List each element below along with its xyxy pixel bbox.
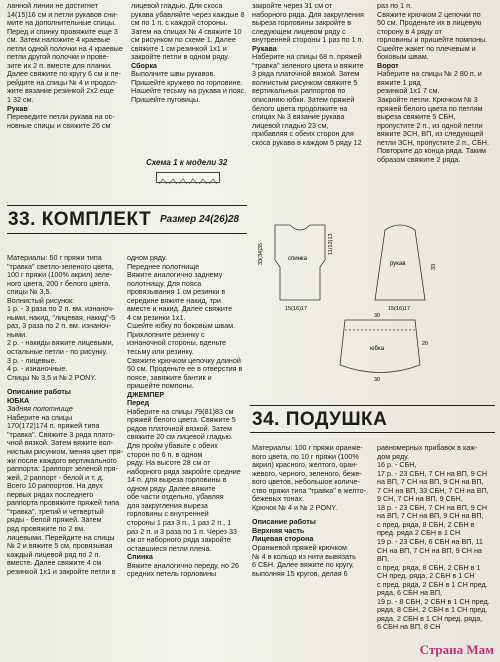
top-col-1-lines bbox=[7, 2, 127, 105]
text-line: Материалы: 50 г пряжи типа bbox=[7, 253, 102, 262]
text-line: СН пред. ряда, 2 СБН в 1 СН bbox=[377, 571, 475, 581]
text-line: полотнищу. Для пояса bbox=[127, 278, 202, 288]
text-line: пред. ряда 2 СБН в 1 СН bbox=[377, 528, 461, 538]
text-line: петли одной полочки на 4 краевые bbox=[7, 43, 123, 53]
text-line: ланной линии не достигнет bbox=[7, 1, 99, 10]
text-line: ряда, 6 СБН на ВП, bbox=[377, 588, 443, 598]
sleeve-width-label: 15(16)17 bbox=[388, 306, 411, 312]
text-line: Всего 10 раппортов. На двух bbox=[7, 481, 103, 491]
text-line: 50 см. Проденьте их в лицевую bbox=[377, 18, 482, 28]
s34-work-heading: Описание работы bbox=[252, 517, 316, 527]
text-line: 2 р. - накиды вяжите лицевыми, bbox=[7, 338, 114, 348]
text-line: Далее свяжите по кругу 6 см и пе- bbox=[7, 69, 121, 79]
text-line: 7 СН на ВП, 33 СБН, 7 СН на ВП, bbox=[377, 485, 489, 495]
text-line: закройте через 31 см от bbox=[252, 1, 333, 10]
text-line: закройте петли в одном ряду. bbox=[131, 52, 230, 62]
top-col-3-lines bbox=[252, 2, 372, 45]
text-line: Пришейте пуговицы. bbox=[131, 95, 201, 105]
text-line: оставшиеся петли плеча. bbox=[127, 543, 212, 553]
text-line: боковым швам. bbox=[377, 52, 429, 62]
s34-col-1 bbox=[252, 444, 372, 578]
s33-col-2-after bbox=[127, 408, 245, 553]
s34-top-part-heading: Верхняя часть bbox=[252, 525, 305, 535]
text-line: средних петель горловины bbox=[127, 569, 217, 579]
section-33-top-rule bbox=[7, 205, 247, 206]
text-line: Вяжите аналогично переду, но 26 bbox=[127, 560, 239, 570]
text-line: Повторите до конца ряда. Таким bbox=[377, 146, 486, 156]
s33-work-heading: Описание работы bbox=[7, 387, 71, 397]
text-line: ного цвета, 200 г белого цвета, bbox=[7, 278, 111, 288]
text-line: 16 р. - СБН, bbox=[377, 460, 417, 470]
text-line: Материалы: 100 г пряжи оранже- bbox=[252, 443, 363, 452]
text-line: "травка" зеленого цвета и вяжите bbox=[252, 60, 364, 70]
text-line: провязывания 1 см резинки в bbox=[127, 287, 226, 297]
text-line: ряда, 2 СБН в 1 СН пред. ряда, bbox=[377, 613, 483, 623]
text-line: равномерных прибавок в каж- bbox=[377, 443, 478, 452]
skirt-height-label: 20 bbox=[422, 341, 429, 347]
section-33-bottom-rule bbox=[7, 233, 247, 234]
text-line: 4 р. - изнаночные. bbox=[7, 364, 68, 374]
top-col-4 bbox=[377, 2, 495, 164]
s34-front-side-heading: Лицевая сторона bbox=[252, 534, 314, 544]
s33-col-2-after-2 bbox=[127, 562, 245, 579]
text-line: Наберите на спицы 79(81)83 см bbox=[127, 406, 234, 416]
text-line: поясе, завяжите бантик и bbox=[127, 372, 212, 382]
text-line: 4 см резинки 1х1. bbox=[127, 312, 186, 322]
watermark-logo bbox=[420, 642, 494, 658]
text-line: 3 р. - лицевые. bbox=[7, 355, 57, 365]
text-line: свяжите 20 см лицевой гладью. bbox=[127, 432, 233, 442]
text-line: Наберите на спицы bbox=[7, 412, 73, 422]
text-line: вяжите ЗСН, ВП, из следующей bbox=[377, 129, 484, 139]
text-line: мите на дополнительные спицы. bbox=[7, 18, 117, 28]
text-line: резинкой 1х1 и закройте петли в bbox=[7, 566, 116, 576]
sleeve-label: рукав bbox=[390, 261, 406, 267]
text-line: скоса рукава в каждом 5 ряду 12 bbox=[252, 137, 362, 147]
text-line: см от наборного ряда закройте bbox=[127, 535, 231, 545]
text-line: пряжей белого цвета. Свяжите 5 bbox=[127, 415, 236, 425]
text-line: жей, 2 раппорт - белой и т. д. bbox=[7, 472, 104, 482]
text-line: см по 1 п. с каждой стороны. bbox=[131, 18, 228, 28]
text-line: 1 р. - 3 раза по 2 п. вм. изнаноч- bbox=[7, 304, 115, 314]
s34-col-2-lines bbox=[377, 444, 495, 632]
text-line: Нашейте тесьму на рукава и пояс. bbox=[131, 86, 247, 96]
text-line: см рисунком по схеме 1. Далее bbox=[131, 35, 236, 45]
s33-col-2 bbox=[127, 254, 245, 579]
text-line: Пришейте кружево по горловине. bbox=[131, 77, 243, 87]
top-col-4-lines bbox=[377, 2, 495, 62]
skirt-label: юбка bbox=[370, 346, 385, 352]
text-line: спицах № 3 вязание рукава bbox=[252, 112, 345, 122]
section-34-title: 34. ПОДУШКА bbox=[252, 409, 388, 430]
text-line: лицевой гладью 23 см, bbox=[252, 120, 329, 130]
text-line: сторону в 4 ряду от bbox=[377, 26, 442, 36]
text-line: 170(172)174 п. пряжей типа bbox=[7, 421, 100, 431]
text-line: выреза свяжите 5 СБН, bbox=[377, 112, 456, 122]
s33-back-panel-heading: Задняя полотнище bbox=[7, 404, 73, 414]
text-line: 100 г пряжи (100% акрил) зеле- bbox=[7, 270, 113, 280]
text-line: выреза горловины закройте в bbox=[252, 18, 352, 28]
s34-col-2 bbox=[377, 444, 495, 632]
text-line: ство пряжи типа "травка" в желто- bbox=[252, 485, 367, 495]
text-line: 3 ряда платочной вязкой. Затем bbox=[252, 69, 360, 79]
text-line: ными. bbox=[7, 329, 28, 339]
text-line: бежевых тонах. bbox=[252, 494, 305, 504]
text-line: № 4 в кольцо из нити вывязать bbox=[252, 551, 356, 561]
text-line: новные спицы и свяжите 26 см bbox=[7, 120, 111, 130]
text-line: Переднее полотнище bbox=[127, 261, 200, 271]
text-line: Свяжите крючком 2 цепочки по bbox=[377, 9, 481, 19]
section-33-size: Размер 24(26)28 bbox=[160, 214, 240, 225]
text-line: стороны 1 раз 3 п., 1 раз 2 п., 1 bbox=[127, 517, 232, 527]
sleeve-height-label: 33 bbox=[431, 263, 437, 270]
text-line: 19 р. - 8 СБН, 2 СБН в 1 СН пред. bbox=[377, 596, 490, 606]
text-line: с пред. ряда, 8 СБН, 2 СБН в 1 bbox=[377, 562, 481, 572]
text-line: выполняя 15 кругов, делая 6 bbox=[252, 568, 348, 578]
section-33-title: 33. КОМПЛЕКТ bbox=[8, 209, 152, 230]
text-line: Волнистый рисунок: bbox=[7, 295, 75, 305]
text-line: Переведите петли рукава на ос- bbox=[7, 112, 115, 122]
text-line: рукава убавляйте через каждые 8 bbox=[131, 9, 245, 19]
text-line: "травка". Свяжите 3 ряда плато- bbox=[7, 429, 115, 439]
text-line: вого цвета, по 10 г пряжи (100% bbox=[252, 451, 359, 461]
s33-materials bbox=[7, 254, 123, 382]
scheme-1-chart bbox=[156, 172, 220, 183]
text-line: 50 см. Проденьте ее в отверстия в bbox=[127, 364, 243, 374]
s33-jumper-heading: ДЖЕМПЕР bbox=[127, 389, 165, 399]
sleeve-heading: Рукав bbox=[7, 103, 28, 113]
text-line: одном ряду. bbox=[127, 253, 167, 262]
sleeves-heading: Рукава bbox=[252, 43, 277, 53]
text-line: № 2 и вяжите 5 см, провязывая bbox=[7, 541, 113, 551]
text-line: Для пройм убавьте с обеих bbox=[127, 441, 218, 451]
text-line: лицевой гладью. Для скоса bbox=[131, 1, 223, 10]
text-line: наборного ряда. Для закругления bbox=[252, 9, 364, 19]
s33-col-1-after bbox=[7, 414, 123, 576]
text-line: Наберите на спицы № 2 80 п. и bbox=[377, 69, 482, 79]
top-col-2 bbox=[131, 2, 249, 105]
text-line: см. Затем наложите 4 краевые bbox=[7, 35, 111, 45]
pattern-diagrams bbox=[250, 205, 495, 400]
text-line: рейдите на спицы № 4 и продол- bbox=[7, 77, 118, 87]
text-line: "травка" светло-зеленого цвета, bbox=[7, 261, 114, 271]
front-piece-outline bbox=[275, 225, 325, 300]
top-col-3-after bbox=[252, 53, 372, 147]
text-line: 6 СБН. Далее вяжите по кругу, bbox=[252, 560, 354, 570]
collar-heading: Ворот bbox=[377, 60, 399, 70]
text-line: Наберите на спицы 68 п. пряжей bbox=[252, 52, 362, 62]
text-line: 1 32 см. bbox=[7, 95, 34, 105]
text-line: раз 2 п. и 3 раза по 1 п. Через 33 bbox=[127, 526, 237, 536]
text-line: вместе. Далее свяжите 4 см bbox=[7, 558, 102, 568]
front-label: спинка bbox=[288, 256, 308, 262]
text-line: 6 СБН на ВП, 8 СН bbox=[377, 622, 441, 632]
text-line: вого цветов, небольшое количе- bbox=[252, 477, 360, 487]
skirt-bottom-width-label: 30 bbox=[374, 377, 381, 383]
text-line: Спицы № 3,5 и № 2 PONY. bbox=[7, 372, 97, 382]
text-line: белого цвета продолжите на bbox=[252, 103, 348, 113]
text-line: вместе и накид. Далее свяжите bbox=[127, 304, 233, 314]
text-line: Сшейте жакет по плечевым и bbox=[377, 43, 476, 53]
s33-col-1 bbox=[7, 254, 123, 576]
text-line: с пред. ряда, 8 СБН, 2 СБН в bbox=[377, 519, 475, 529]
text-line: горловины и пришейте помпоны. bbox=[377, 35, 488, 45]
top-col-2-lines bbox=[131, 2, 249, 62]
skirt-top-width-label: 30 bbox=[374, 313, 381, 319]
text-line: первых рядах последнего bbox=[7, 489, 94, 499]
s34-col-1-after bbox=[252, 544, 372, 578]
text-line: рядов платочной вязкой. Затем bbox=[127, 423, 233, 433]
top-col-2-after bbox=[131, 70, 249, 104]
text-line: СН на ВП, 7 СН на ВП, 9 СН на ВП, bbox=[377, 545, 482, 564]
text-line: Крючок № 4 и № 2 PONY. bbox=[252, 502, 338, 512]
text-line: остальные петли - по рисунку. bbox=[7, 347, 108, 357]
text-line: 14(15)16 см и петли рукавов сни- bbox=[7, 9, 118, 19]
text-line: для закругления выреза bbox=[127, 500, 208, 510]
text-line: жевого, черного, зеленого, беже- bbox=[252, 468, 362, 478]
assembly-heading: Сборка bbox=[131, 60, 157, 70]
text-line: ряда, 8 СБН, 2 СБН в 1 СН пред. bbox=[377, 605, 488, 615]
text-line: 14 п. для выреза горловины в bbox=[127, 475, 227, 485]
text-line: Затем на спицах № 4 свяжите 10 bbox=[131, 26, 242, 36]
front-width-label: 15(16)17 bbox=[285, 306, 308, 312]
text-line: раппорта провяжите пряжей типа bbox=[7, 498, 120, 508]
text-line: ряд провяжите по 2 вм. bbox=[7, 523, 86, 533]
text-line: раз, 3 раза по 2 п. вм. изнаноч- bbox=[7, 321, 112, 331]
text-line: нистым рисунком, меняя цвет пря- bbox=[7, 447, 123, 457]
text-line: пришейте помпоны. bbox=[127, 381, 194, 391]
text-line: середине вяжите накид, три bbox=[127, 295, 221, 305]
text-line: сторон по 6 п. в одном bbox=[127, 449, 203, 459]
text-line: свяжите 1 см резинкой 1х1 и bbox=[131, 43, 227, 53]
text-line: каждый лицевой ряд по 2 п. bbox=[7, 549, 101, 559]
text-line: горловины с внутренней bbox=[127, 509, 209, 519]
top-col-1-after bbox=[7, 113, 127, 130]
text-line: на ВП, 7 СН на ВП, 9 СН на ВП, bbox=[377, 477, 484, 487]
watermark-text: Страна Мам bbox=[419, 642, 494, 657]
text-line: вертикальных раппортов по bbox=[252, 86, 346, 96]
top-col-4-after bbox=[377, 70, 495, 164]
text-line: Вяжите аналогично заднему bbox=[127, 270, 223, 280]
text-line: ряду. На высоте 28 см от bbox=[127, 458, 211, 468]
text-line: Сшейте юбку по боковым швам. bbox=[127, 321, 236, 331]
text-line: жи после каждого вертикального bbox=[7, 455, 117, 465]
text-line: прибавляя с обеих сторон для bbox=[252, 129, 354, 139]
text-line: 19 р. - 23 СБН, 6 СБН на ВП, 11 bbox=[377, 537, 483, 547]
text-line: вяжите 1 ряд bbox=[377, 77, 421, 87]
text-line: наборного ряда закройте средние bbox=[127, 466, 241, 476]
section-34-top-rule bbox=[250, 405, 495, 406]
text-line: 18 р. - 23 СБН, 7 СН на ВП, 9 СН bbox=[377, 502, 488, 512]
text-line: Перед и спинку провяжите еще 3 bbox=[7, 26, 118, 36]
text-line: следующем лицевом ряду с bbox=[252, 26, 346, 36]
text-line: с пред. ряда, 2 СБН в 1 СН пред. bbox=[377, 579, 488, 589]
text-line: зите их 2 п. вместе для планки. bbox=[7, 60, 112, 70]
text-line: петли ЗСН, пропустите 2 п., СБН. bbox=[377, 137, 489, 147]
text-line: пряжей белого цвета по петлям bbox=[377, 103, 483, 113]
text-line: изнаночной стороны, вденьте bbox=[127, 338, 227, 348]
scheme-1-pattern bbox=[157, 177, 219, 186]
text-line: образом свяжите 2 ряда. bbox=[377, 154, 461, 164]
text-line: Выполните швы рукавов. bbox=[131, 69, 216, 79]
text-line: на ВП, 7 СН на ВП, 9 СН на ВП, bbox=[377, 511, 484, 521]
text-line: обе части отдельно, убавляя bbox=[127, 492, 224, 502]
s34-materials bbox=[252, 444, 372, 512]
text-line: раз по 1 п. bbox=[377, 1, 412, 10]
text-line: Оранжевой пряжей крючком bbox=[252, 543, 347, 553]
text-line: "травка", третий и четвертый bbox=[7, 506, 104, 516]
text-line: пропустите 2 п., из одной петли bbox=[377, 120, 483, 130]
text-line: резинкой 1х1 7 см. bbox=[377, 86, 440, 96]
section-34-bottom-rule bbox=[250, 432, 495, 433]
text-line: спицы № 3,5. bbox=[7, 287, 52, 297]
text-line: тесьму или резинку. bbox=[127, 347, 194, 357]
text-line: ряды - белой пряжей. Затем bbox=[7, 515, 102, 525]
text-line: дом ряду. bbox=[377, 451, 410, 461]
front-height-label: 33(34)35 bbox=[258, 242, 264, 265]
text-line: 17 р. - 23 СБН, 7 СН на ВП, 9 СН bbox=[377, 468, 488, 478]
text-line: внутренней стороны 1 раз по 1 п. bbox=[252, 35, 364, 45]
text-line: одном ряду. Далее вяжите bbox=[127, 483, 216, 493]
text-line: лицевыми. Перейдите на спицы bbox=[7, 532, 115, 542]
text-line: 9 СН, 7 СН на ВП, 9 СБН, bbox=[377, 494, 463, 504]
text-line: описанию юбки. Затем пряжей bbox=[252, 95, 355, 105]
s33-front-heading: Перед bbox=[127, 398, 150, 408]
front-height-2-label: 11(12)13 bbox=[328, 233, 334, 255]
text-line: волнистым рисунком свяжите 5 bbox=[252, 77, 358, 87]
text-line: акрил) красного, желтого, оран- bbox=[252, 460, 358, 470]
s33-col-2-lines bbox=[127, 254, 245, 391]
text-line: Свяжите крючком цепочку длиной bbox=[127, 355, 241, 365]
text-line: ными, накид, "лицевая, накид"-5 bbox=[7, 312, 116, 322]
text-line: Закройте петли. Крючком № 3 bbox=[377, 95, 478, 105]
top-col-3 bbox=[252, 2, 372, 147]
scheme-title: Схема 1 к модели 32 bbox=[146, 158, 228, 167]
text-line: жите вязание резинкой 2х2 еще bbox=[7, 86, 114, 96]
s33-back-heading: Спинка bbox=[127, 552, 153, 562]
text-line: раппорта: 1раппорт зеленой пря- bbox=[7, 464, 118, 474]
text-line: петли другой полочки и прове- bbox=[7, 52, 109, 62]
s33-skirt-heading: ЮБКА bbox=[7, 395, 30, 405]
top-col-1 bbox=[7, 2, 127, 130]
text-line: Прихлопните резинку с bbox=[127, 329, 205, 339]
text-line: чной вязкой. Затем вяжите вол- bbox=[7, 438, 114, 448]
